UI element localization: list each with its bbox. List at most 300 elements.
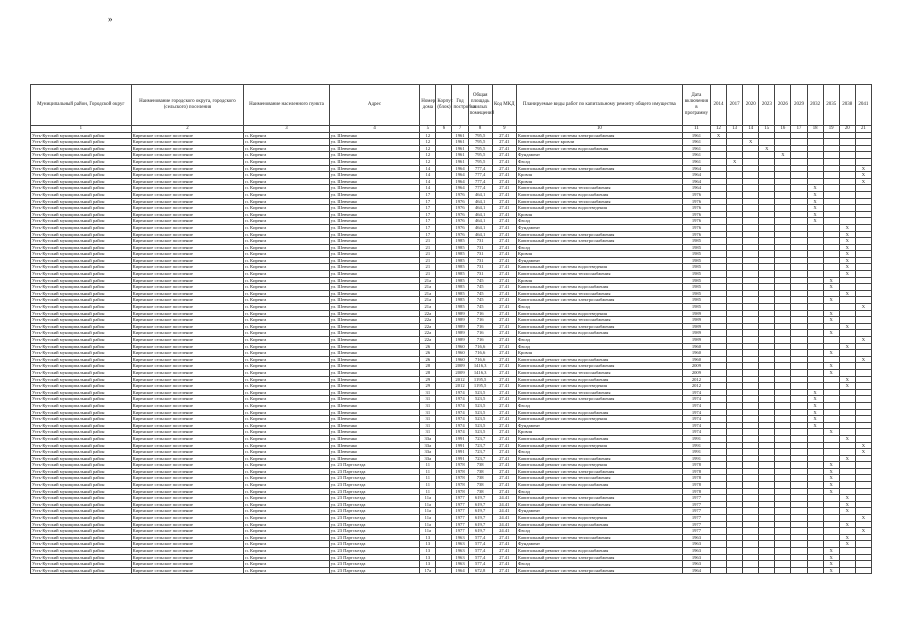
cell-year-mark [807,363,823,370]
cell-year-mark [839,277,855,284]
cell-year-mark [759,534,775,541]
cell-year-mark [727,224,743,231]
cell-year-mark [759,264,775,271]
cell-area: 738 [468,488,492,495]
cell-locality: п. Киренга [244,409,330,416]
table-row [31,482,872,489]
cell-settlement: Киренское сельское поселение [131,290,244,297]
cell-work-type: Капитальный ремонт системы теплоснабжения [516,501,682,508]
cell-area: 716,6 [468,356,492,363]
cell-work-type: Капитальный ремонт системы водоотведения [516,442,682,449]
cell-year-mark [791,468,807,475]
cell-year-mark [759,317,775,324]
cell-area: 464,1 [468,211,492,218]
cell-area: 577,4 [468,534,492,541]
cell-district: Усть-Кутский муниципальный район [31,317,132,324]
cell-inclusion-date: 1974 [682,416,710,423]
cell-building [436,455,452,462]
cell-address: ул. Шевченко [329,264,420,271]
cell-address: ул. Шевченко [329,231,420,238]
cell-inclusion-date: 1989 [682,310,710,317]
cell-locality: п. Киренга [244,468,330,475]
cell-settlement: Киренское сельское поселение [131,152,244,159]
cell-district: Усть-Кутский муниципальный район [31,185,132,192]
cell-inclusion-date: 1991 [682,449,710,456]
cell-year-mark [710,304,726,311]
cell-settlement: Киренское сельское поселение [131,244,244,251]
cell-year: 1985 [452,277,468,284]
cell-year-mark: X [855,304,871,311]
cell-work-type: Капитальный ремонт системы электроснабжения [516,231,682,238]
cell-year-mark [727,501,743,508]
cell-year-mark [823,521,839,528]
cell-year-mark [855,198,871,205]
cell-district: Усть-Кутский муниципальный район [31,224,132,231]
cell-year-mark [823,238,839,245]
cell-year-mark [743,290,759,297]
column-number: 21 [855,126,871,133]
table-row [31,284,872,291]
cell-year-mark [710,475,726,482]
cell-year-mark [855,310,871,317]
cell-year-mark [710,541,726,548]
cell-year-mark [791,310,807,317]
cell-area: 577,4 [468,561,492,568]
cell-year-mark [710,409,726,416]
cell-area: 745 [468,277,492,284]
cell-year-mark [855,205,871,212]
cell-locality: п. Киренга [244,521,330,528]
cell-address: ул. Шевченко [329,178,420,185]
cell-district: Усть-Кутский муниципальный район [31,244,132,251]
cell-year-mark: X [823,369,839,376]
cell-year-mark [759,238,775,245]
cell-year-mark [727,376,743,383]
cell-year-mark [743,482,759,489]
cell-year-mark [791,244,807,251]
cell-locality: п. Киренга [244,211,330,218]
cell-year-mark [855,422,871,429]
cell-settlement: Киренское сельское поселение [131,277,244,284]
cell-year-mark [775,343,791,350]
cell-work-type: Капитальный ремонт системы электроснабжения [516,323,682,330]
cell-locality: п. Киренга [244,363,330,370]
cell-area: 619,7 [468,521,492,528]
cell-locality: п. Киренга [244,389,330,396]
column-number: 8 [468,126,492,133]
cell-year-mark [775,416,791,423]
cell-work-type: Капитальный ремонт системы водоотведения [516,205,682,212]
cell-house: 21 [420,257,436,264]
cell-locality: п. Киренга [244,271,330,278]
cell-year-mark [855,297,871,304]
cell-year-mark [791,521,807,528]
cell-year: 1989 [452,317,468,324]
cell-code: 27.41 [492,356,516,363]
cell-area: 731 [468,244,492,251]
cell-year-mark [807,224,823,231]
cell-inclusion-date: 1960 [682,343,710,350]
cell-year-mark [839,297,855,304]
cell-code: 27.41 [492,548,516,555]
cell-year-mark [775,172,791,179]
cell-year-mark [791,172,807,179]
cell-year-mark [855,185,871,192]
cell-year-mark [839,515,855,522]
cell-year-mark [743,501,759,508]
cell-year-mark [775,165,791,172]
cell-year-mark [727,244,743,251]
cell-district: Усть-Кутский муниципальный район [31,482,132,489]
cell-year: 1985 [452,238,468,245]
cell-district: Усть-Кутский муниципальный район [31,330,132,337]
cell-building [436,369,452,376]
cell-year-mark [855,330,871,337]
cell-year-mark: X [743,139,759,146]
cell-year-mark [791,297,807,304]
cell-year-mark [759,409,775,416]
cell-building [436,290,452,297]
cell-locality: п. Киренга [244,244,330,251]
cell-year-mark [839,422,855,429]
table-row [31,449,872,456]
cell-locality: п. Киренга [244,442,330,449]
cell-inclusion-date: 1977 [682,501,710,508]
cell-house: 11а [420,521,436,528]
cell-year-mark [839,369,855,376]
cell-year-mark [743,534,759,541]
header-year-1: 2017 [727,85,743,126]
cell-year-mark [775,356,791,363]
cell-year-mark [727,304,743,311]
cell-address: ул. Шевченко [329,304,420,311]
cell-year-mark [727,343,743,350]
cell-year-mark [759,449,775,456]
cell-year-mark [791,495,807,502]
cell-year-mark [823,198,839,205]
table-row [31,561,872,568]
cell-house: 14 [420,165,436,172]
cell-settlement: Киренское сельское поселение [131,521,244,528]
cell-year: 1976 [452,198,468,205]
cell-year-mark [839,172,855,179]
cell-year: 1963 [452,541,468,548]
cell-year-mark [775,330,791,337]
cell-year-mark [759,290,775,297]
cell-building [436,435,452,442]
cell-year-mark [727,416,743,423]
cell-year-mark [743,495,759,502]
cell-year-mark [807,152,823,159]
header-year-9: 2041 [855,85,871,126]
column-number: 12 [710,126,726,133]
cell-year-mark [855,139,871,146]
column-number: 7 [452,126,468,133]
cell-settlement: Киренское сельское поселение [131,271,244,278]
cell-year-mark [807,139,823,146]
cell-year-mark [855,264,871,271]
cell-building [436,310,452,317]
cell-year-mark [743,297,759,304]
cell-year-mark [710,554,726,561]
cell-work-type: Капитальный ремонт системы теплоснабжения [516,198,682,205]
cell-inclusion-date: 1985 [682,277,710,284]
cell-area: 745 [468,284,492,291]
cell-code: 27.41 [492,284,516,291]
cell-house: 21а [420,284,436,291]
cell-year-mark [727,435,743,442]
cell-year-mark [727,561,743,568]
cell-work-type: Капитальный ремонт системы водоснабжения [516,548,682,555]
cell-settlement: Киренское сельское поселение [131,475,244,482]
cell-year-mark [791,343,807,350]
cell-year-mark [727,139,743,146]
table-row [31,548,872,555]
cell-year-mark [791,290,807,297]
cell-district: Усть-Кутский муниципальный район [31,429,132,436]
cell-inclusion-date: 1977 [682,508,710,515]
cell-year-mark [775,548,791,555]
cell-code: 24.41 [492,501,516,508]
cell-locality: п. Киренга [244,251,330,258]
cell-locality: п. Киренга [244,284,330,291]
cell-year-mark [710,310,726,317]
cell-year-mark [839,356,855,363]
table-row [31,198,872,205]
cell-year: 1991 [452,435,468,442]
cell-inclusion-date: 1985 [682,251,710,258]
cell-year-mark [743,488,759,495]
cell-year-mark [807,165,823,172]
cell-district: Усть-Кутский муниципальный район [31,139,132,146]
cell-year-mark [743,422,759,429]
table-row [31,323,872,330]
cell-year: 1963 [452,561,468,568]
cell-district: Усть-Кутский муниципальный район [31,468,132,475]
cell-inclusion-date: 1977 [682,515,710,522]
cell-year-mark [710,218,726,225]
cell-year: 1974 [452,409,468,416]
cell-building [436,528,452,535]
cell-house: 12 [420,132,436,139]
cell-year-mark [743,429,759,436]
cell-year-mark [823,409,839,416]
cell-year-mark [710,337,726,344]
cell-settlement: Киренское сельское поселение [131,482,244,489]
cell-year-mark [710,343,726,350]
cell-settlement: Киренское сельское поселение [131,350,244,357]
cell-work-type: Капитальный ремонт системы водоснабжения [516,356,682,363]
cell-work-type: Капитальный ремонт системы теплоснабжения [516,185,682,192]
cell-address: ул. Шевченко [329,251,420,258]
cell-year-mark [839,468,855,475]
cell-house: 11а [420,495,436,502]
cell-district: Усть-Кутский муниципальный район [31,152,132,159]
cell-work-type: Капитальный ремонт системы водоснабжения [516,145,682,152]
cell-address: ул. Шевченко [329,422,420,429]
cell-code: 27.41 [492,238,516,245]
cell-house: 31 [420,396,436,403]
cell-year-mark [727,521,743,528]
cell-address: ул. Шевченко [329,389,420,396]
cell-building [436,416,452,423]
cell-district: Усть-Кутский муниципальный район [31,396,132,403]
cell-year-mark [823,145,839,152]
cell-year-mark: X [839,501,855,508]
cell-year-mark: X [839,435,855,442]
cell-year-mark [759,191,775,198]
cell-code: 27.41 [492,442,516,449]
cell-district: Усть-Кутский муниципальный район [31,356,132,363]
cell-year-mark [791,218,807,225]
cell-work-type: Фасад [516,244,682,251]
cell-locality: п. Киренга [244,257,330,264]
cell-area: 619,7 [468,501,492,508]
cell-year-mark [807,376,823,383]
cell-year-mark [839,396,855,403]
cell-year-mark [710,211,726,218]
cell-area: 1195,5 [468,376,492,383]
cell-year-mark [743,185,759,192]
cell-inclusion-date: 1985 [682,257,710,264]
cell-year-mark [775,251,791,258]
cell-house: 21 [420,238,436,245]
cell-year-mark [775,231,791,238]
cell-address: ул. 23 Партсъезда [329,534,420,541]
cell-locality: п. Киренга [244,185,330,192]
cell-year-mark [743,337,759,344]
table-row [31,152,872,159]
cell-district: Усть-Кутский муниципальный район [31,165,132,172]
cell-district: Усть-Кутский муниципальный район [31,198,132,205]
cell-year-mark [743,251,759,258]
cell-area: 523,5 [468,396,492,403]
cell-year-mark [743,402,759,409]
cell-year: 1976 [452,205,468,212]
cell-year-mark [743,244,759,251]
cell-district: Усть-Кутский муниципальный район [31,554,132,561]
cell-work-type: Капитальный ремонт системы теплоснабжения [516,475,682,482]
cell-district: Усть-Кутский муниципальный район [31,172,132,179]
table-row [31,277,872,284]
cell-year-mark [791,501,807,508]
cell-year-mark [791,541,807,548]
cell-settlement: Киренское сельское поселение [131,165,244,172]
cell-code: 27.41 [492,449,516,456]
cell-year-mark [791,132,807,139]
cell-year: 1974 [452,416,468,423]
cell-code: 27.41 [492,145,516,152]
cell-settlement: Киренское сельское поселение [131,501,244,508]
cell-year-mark [710,152,726,159]
cell-inclusion-date: 1976 [682,231,710,238]
cell-work-type: Капитальный ремонт системы теплоснабжения [516,369,682,376]
cell-address: ул. Шевченко [329,132,420,139]
cell-year-mark [839,429,855,436]
cell-district: Усть-Кутский муниципальный район [31,475,132,482]
cell-locality: п. Киренга [244,152,330,159]
cell-code: 27.41 [492,231,516,238]
cell-house: 11 [420,462,436,469]
column-number-row [31,126,872,133]
cell-year-mark: X [823,554,839,561]
cell-inclusion-date: 1974 [682,402,710,409]
cell-year-mark [791,567,807,574]
cell-inclusion-date: 1977 [682,521,710,528]
cell-work-type: Капитальный ремонт системы электроснабжения [516,567,682,574]
cell-year-mark [807,369,823,376]
cell-settlement: Киренское сельское поселение [131,508,244,515]
cell-year-mark [727,277,743,284]
cell-year-mark [775,429,791,436]
header-year-2: 2020 [743,85,759,126]
cell-year-mark [807,528,823,535]
cell-year-mark [710,271,726,278]
cell-work-type: Фасад [516,488,682,495]
cell-year-mark [727,172,743,179]
cell-year-mark [855,541,871,548]
cell-locality: п. Киренга [244,462,330,469]
cell-year-mark [823,158,839,165]
cell-work-type: Фундамент [516,508,682,515]
cell-year-mark [807,567,823,574]
cell-year-mark [807,350,823,357]
cell-year-mark: X [823,429,839,436]
cell-house: 26 [420,356,436,363]
cell-year-mark [807,508,823,515]
cell-locality: п. Киренга [244,191,330,198]
cell-year-mark [775,139,791,146]
cell-work-type: Капитальный ремонт системы водоотведения [516,383,682,390]
cell-year-mark [823,132,839,139]
cell-year-mark [775,284,791,291]
table-body [31,132,872,574]
cell-address: ул. 23 Партсъезда [329,482,420,489]
cell-locality: п. Киренга [244,534,330,541]
cell-year-mark [807,521,823,528]
cell-code: 27.41 [492,534,516,541]
cell-building [436,462,452,469]
cell-house: 11 [420,468,436,475]
table-row [31,541,872,548]
cell-year-mark [759,271,775,278]
cell-inclusion-date: 1991 [682,455,710,462]
cell-year-mark [743,343,759,350]
cell-year-mark [759,165,775,172]
cell-year-mark [775,337,791,344]
cell-year-mark [855,389,871,396]
cell-year-mark: X [839,251,855,258]
cell-year-mark [710,369,726,376]
cell-year-mark [807,158,823,165]
cell-district: Усть-Кутский муниципальный район [31,264,132,271]
cell-year-mark: X [839,495,855,502]
column-number: 3 [244,126,330,133]
cell-locality: п. Киренга [244,297,330,304]
cell-year-mark [710,257,726,264]
cell-year-mark [743,317,759,324]
cell-year: 1977 [452,515,468,522]
cell-year-mark [855,376,871,383]
cell-year-mark [791,402,807,409]
cell-year-mark [759,561,775,568]
cell-year-mark [823,396,839,403]
cell-district: Усть-Кутский муниципальный район [31,528,132,535]
cell-year-mark [759,323,775,330]
table-row [31,554,872,561]
cell-locality: п. Киренга [244,317,330,324]
cell-year-mark [743,172,759,179]
